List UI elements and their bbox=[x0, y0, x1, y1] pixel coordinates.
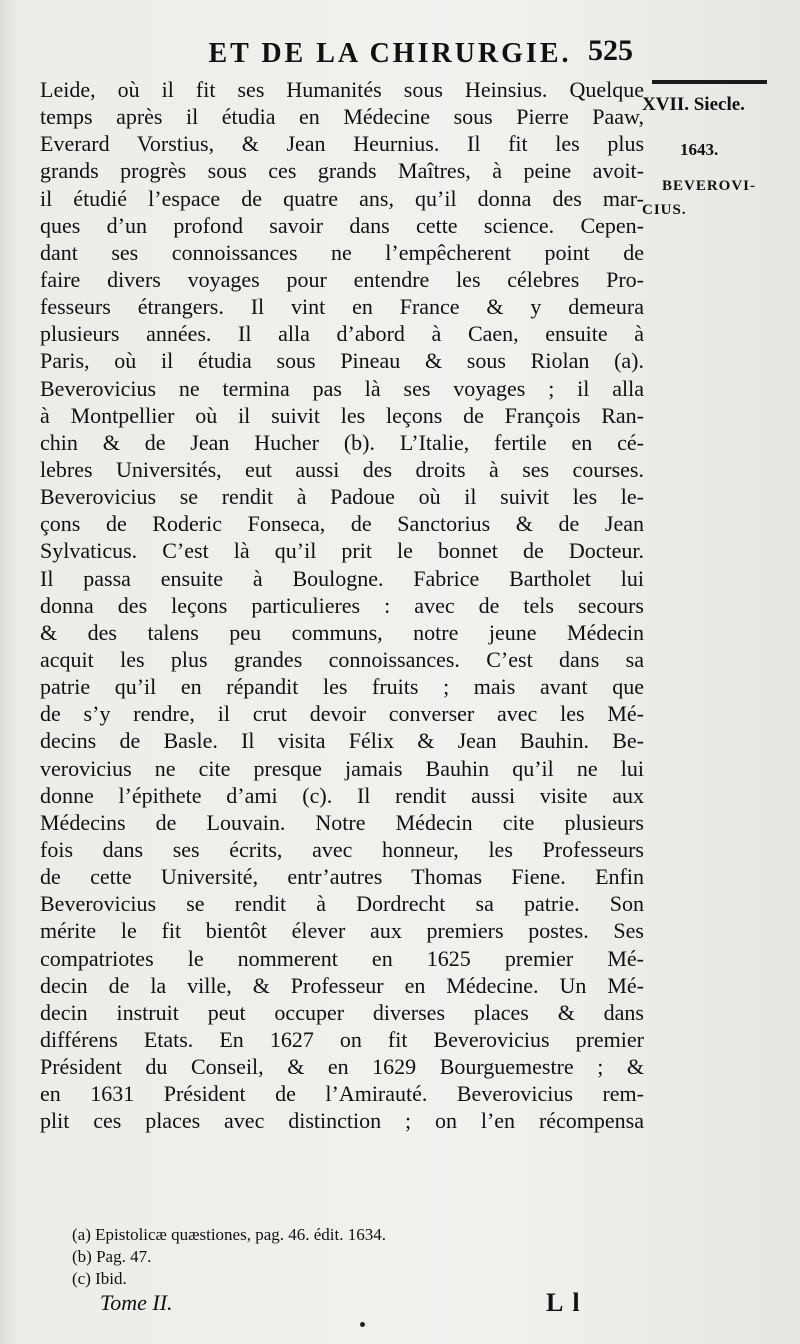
text-line: Médecins de Louvain. Notre Médecin cite plusieurs bbox=[40, 809, 644, 835]
text-line: Sylvaticus. C’est là qu’il prit le bonnet de Docteur. bbox=[40, 538, 644, 564]
body-text bbox=[40, 76, 644, 1134]
text-line: de s’y rendre, il crut devoir converser avec les Mé- bbox=[40, 701, 644, 727]
text-line: lebres Universités, eut aussi des droits à ses courses. bbox=[40, 456, 644, 482]
text-line: verovicius ne cite presque jamais Bauhin qu’il ne lui bbox=[40, 755, 644, 781]
footnote: (a) Epistolicæ quæstiones, pag. 46. édit. 1634. bbox=[72, 1225, 386, 1244]
text-line: ques d’un profond savoir dans cette science. Cepen- bbox=[40, 212, 644, 238]
text-line: Everard Vorstius, & Jean Heurnius. Il fit les plus bbox=[40, 131, 644, 157]
text-line: Leide, où il fit ses Humanités sous Heinsius. Quelque bbox=[40, 77, 644, 102]
text-line: Il passa ensuite à Boulogne. Fabrice Bartholet lui bbox=[40, 565, 644, 591]
text-line: en 1631 Président de l’Amirauté. Beverovicius rem- bbox=[40, 1081, 644, 1107]
running-head: ET DE LA CHIRURGIE. bbox=[208, 38, 572, 69]
text-line: donne l’épithete d’ami (c). Il rendit aussi visite aux bbox=[40, 782, 644, 808]
text-line: Beverovicius se rendit à Dordrecht sa patrie. Son bbox=[40, 891, 644, 917]
text-line: donna des leçons particulieres : avec de tels secours bbox=[40, 592, 644, 618]
text-line: différens Etats. En 1627 on fit Beverovicius premier bbox=[40, 1026, 644, 1052]
volume-signature: Tome II. bbox=[100, 1290, 173, 1315]
text-line: fois dans ses écrits, avec honneur, les Professeurs bbox=[40, 836, 644, 862]
text-line: Paris, où il étudia sous Pineau & sous Riolan (a). bbox=[40, 348, 644, 374]
text-line: mérite le fit bientôt élever aux premiers postes. Ses bbox=[40, 918, 644, 944]
text-line: grands progrès sous ces grands Maîtres, à peine avoit- bbox=[40, 158, 644, 184]
page-number: 525 bbox=[588, 34, 633, 67]
text-line: patrie qu’il en répandit les fruits ; mais avant que bbox=[40, 674, 644, 700]
text-line: de cette Université, entr’autres Thomas Fiene. Enfin bbox=[40, 864, 644, 890]
text-line: il étudié l’espace de quatre ans, qu’il donna des mar- bbox=[40, 185, 644, 211]
text-line: decins de Basle. Il visita Félix & Jean Bauhin. Be- bbox=[40, 728, 644, 754]
text-line: çons de Roderic Fonseca, de Sanctorius & de Jean bbox=[40, 511, 644, 537]
text-line: Beverovicius se rendit à Padoue où il suivit les le- bbox=[40, 484, 644, 510]
text-line: dant ses connoissances ne l’empêcherent point de bbox=[40, 239, 644, 265]
text-line: Beverovicius ne termina pas là ses voyages ; il alla bbox=[40, 375, 644, 401]
margin-note-name: BEVEROVI- bbox=[662, 178, 757, 194]
text-line: temps après il étudia en Médecine sous Pierre Paaw, bbox=[40, 104, 644, 130]
text-line: decin de la ville, & Professeur en Médecine. Un Mé- bbox=[40, 972, 644, 998]
signature-mark: L l bbox=[546, 1288, 582, 1317]
footnotes bbox=[72, 1224, 632, 1290]
text-line: plusieurs années. Il alla d’abord à Caen, ensuite à bbox=[40, 321, 644, 347]
ink-dot bbox=[360, 1322, 365, 1327]
text-line: fesseurs étrangers. Il vint en France & y demeura bbox=[40, 294, 644, 320]
footnote: (c) Ibid. bbox=[72, 1269, 127, 1288]
text-line: acquit les plus grandes connoissances. C’est dans sa bbox=[40, 646, 644, 672]
margin-rule bbox=[652, 80, 767, 84]
text-line: & des talens peu communs, notre jeune Médecin bbox=[40, 619, 644, 645]
text-line: Président du Conseil, & en 1629 Bourguemestre ; & bbox=[40, 1054, 644, 1080]
margin-note-century: XVII. Siecle. bbox=[642, 94, 745, 115]
margin-note-year: 1643. bbox=[680, 140, 719, 159]
text-line: compatriotes le nommerent en 1625 premier Mé- bbox=[40, 945, 644, 971]
text-line: chin & de Jean Hucher (b). L’Italie, fertile en cé- bbox=[40, 429, 644, 455]
text-line: à Montpellier où il suivit les leçons de François Ran- bbox=[40, 402, 644, 428]
text-line: decin instruit peut occuper diverses places & dans bbox=[40, 999, 644, 1025]
text-line last: plit ces places avec distinction ; on l’en récompensa bbox=[40, 1108, 644, 1134]
footnote: (b) Pag. 47. bbox=[72, 1247, 152, 1266]
text-line: faire divers voyages pour entendre les célebres Pro- bbox=[40, 266, 644, 292]
margin-note-name-continued: CIUS. bbox=[642, 202, 687, 218]
